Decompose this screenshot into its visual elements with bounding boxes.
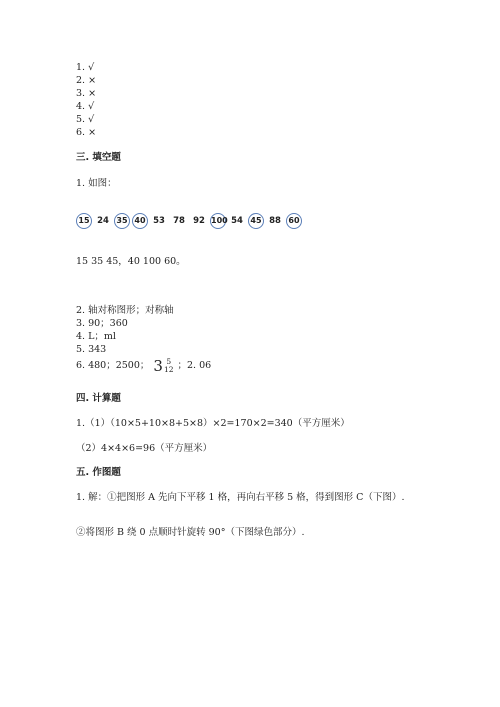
section-3-heading: 三. 填空题	[76, 152, 121, 163]
judge-answer-2: 2. ×	[76, 75, 97, 86]
circled-number: 45	[248, 213, 264, 229]
circled-number: 100	[210, 213, 226, 229]
fraction-denominator: 12	[163, 365, 174, 374]
fill-q5: 5. 343	[76, 344, 107, 355]
fill-q1-label: 1. 如图：	[76, 178, 117, 189]
fill-q1-answer: 15 35 45，40 100 60。	[76, 256, 186, 267]
number: 92	[193, 216, 205, 226]
judge-answer-4: 4. √	[76, 101, 95, 112]
judge-answer-1: 1. √	[76, 62, 95, 73]
circled-number: 60	[286, 213, 302, 229]
circled-number: 15	[76, 213, 92, 229]
number: 53	[153, 216, 165, 226]
fraction-whole: 3	[153, 356, 163, 375]
draw-line-2: ②将图形 B 绕 0 点顺时针旋转 90°（下图绿色部分）.	[76, 527, 305, 538]
number: 78	[173, 216, 185, 226]
number: 88	[269, 216, 281, 226]
calc-line-1: 1.（1）（10×5+10×8+5×8）×2=170×2=340（平方厘米）	[76, 418, 350, 429]
section-5-heading: 五. 作图题	[76, 467, 121, 478]
fill-q4: 4. L；ml	[76, 331, 116, 342]
fill-q6	[76, 355, 211, 377]
judge-answer-3: 3. ×	[76, 88, 97, 99]
fraction-numerator: 5	[166, 357, 172, 366]
mixed-fraction	[153, 358, 173, 374]
fill-q3: 3. 90；360	[76, 318, 128, 329]
fill-q6-suffix: ；2. 06	[177, 360, 212, 371]
draw-line-1: 1. 解：①把图形 A 先向下平移 1 格，再向右平移 5 格，得到图形 C（下图）.	[76, 492, 405, 503]
fraction	[164, 358, 174, 374]
section-4-heading: 四. 计算题	[76, 393, 121, 404]
number: 54	[231, 216, 243, 226]
number-row	[76, 212, 304, 230]
judge-answer-5: 5. √	[76, 114, 95, 125]
fill-q6-prefix: 6. 480；2500；	[76, 360, 150, 371]
judge-answer-6: 6. ×	[76, 127, 97, 138]
fill-q2: 2. 轴对称图形；对称轴	[76, 305, 174, 316]
number: 24	[97, 216, 109, 226]
circled-number: 35	[114, 213, 130, 229]
circled-number: 40	[132, 213, 148, 229]
calc-line-2: （2）4×4×6=96（平方厘米）	[76, 443, 213, 454]
